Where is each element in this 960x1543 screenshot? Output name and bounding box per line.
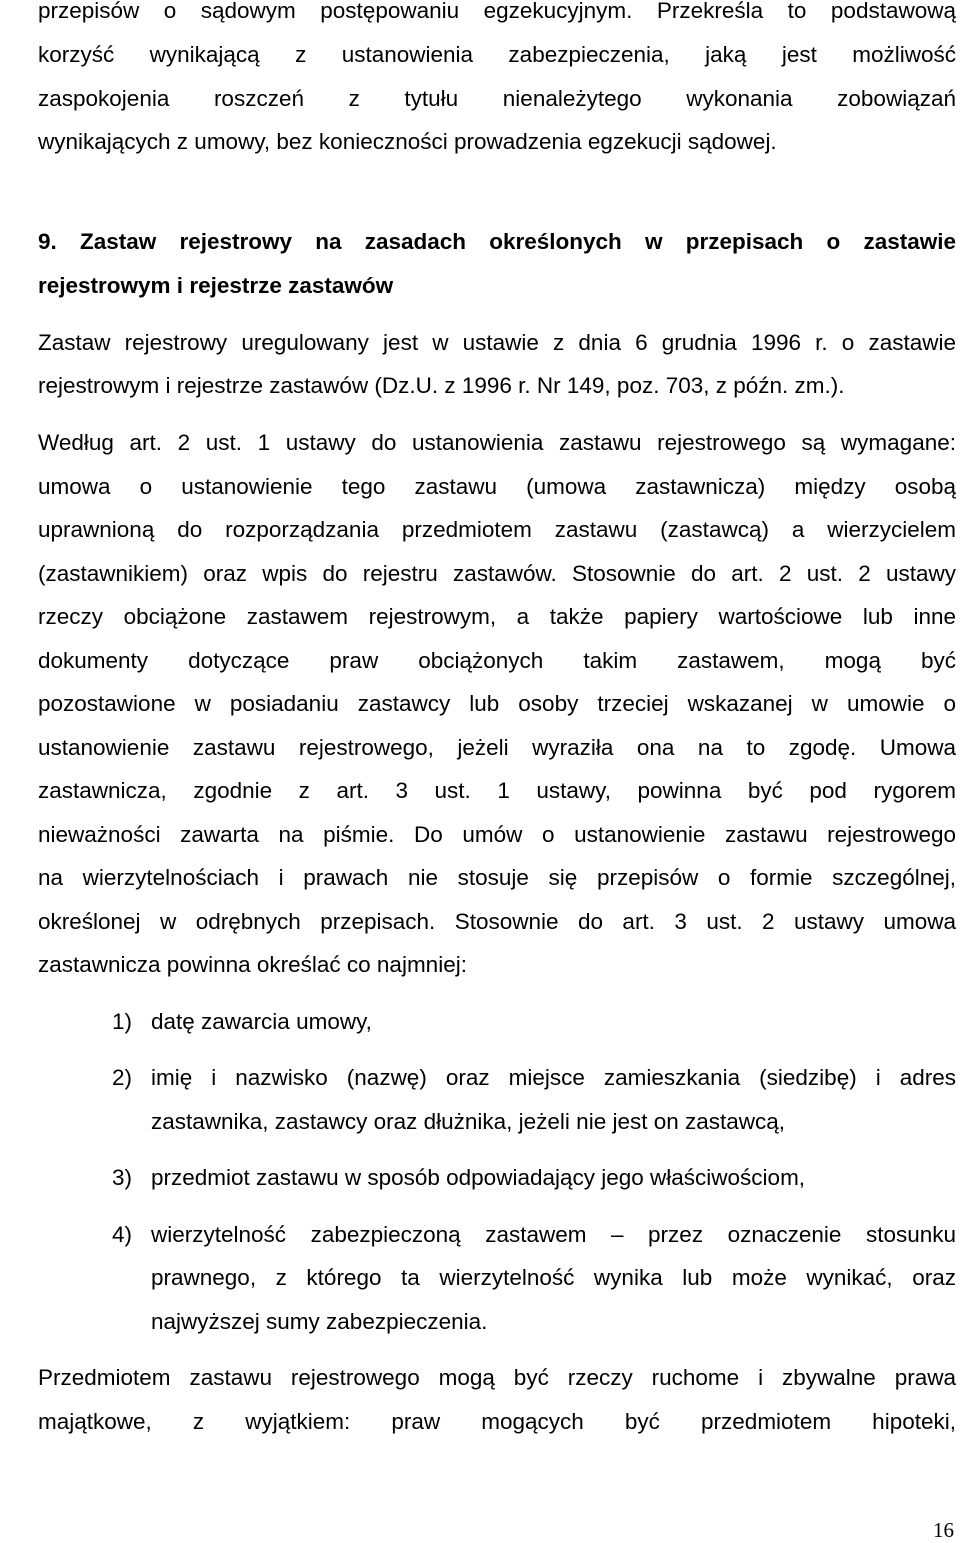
paragraph-line: określonej w odrębnych przepisach. Stosownie do art. 3 ust. 2 ustawy umowa — [38, 909, 956, 934]
paragraph-line: Przedmiotem zastawu rejestrowego mogą być rzeczy ruchome i zbywalne prawa — [38, 1365, 956, 1390]
paragraph-line: zastawnicza powinna określać co najmniej: — [38, 952, 467, 977]
list-number: 3) — [112, 1165, 133, 1190]
list-text: zastawnika, zastawcy oraz dłużnika, jeżeli nie jest on zastawcą, — [151, 1109, 786, 1134]
list-text: wierzytelność zabezpieczoną zastawem – przez oznaczenie stosunku — [151, 1222, 956, 1247]
list-text: imię i nazwisko (nazwę) oraz miejsce zamieszkania (siedzibę) i adres — [151, 1065, 956, 1090]
paragraph-line: umowa o ustanowienie tego zastawu (umowa zastawnicza) między osobą — [38, 474, 956, 499]
list-text: datę zawarcia umowy, — [151, 1009, 372, 1034]
section-heading-line: 9. Zastaw rejestrowy na zasadach określonych w przepisach o zastawie — [38, 229, 956, 254]
paragraph-line: na wierzytelnościach i prawach nie stosuje się przepisów o formie szczególnej, — [38, 865, 956, 890]
paragraph-line: rejestrowym i rejestrze zastawów (Dz.U. z 1996 r. Nr 149, poz. 703, z późn. zm.). — [38, 373, 845, 398]
paragraph-line: nieważności zawarta na piśmie. Do umów o ustanowienie zastawu rejestrowego — [38, 822, 956, 847]
paragraph-line: (zastawnikiem) oraz wpis do rejestru zastawów. Stosownie do art. 2 ust. 2 ustawy — [38, 561, 956, 586]
list-text: najwyższej sumy zabezpieczenia. — [151, 1309, 488, 1334]
list-text: prawnego, z którego ta wierzytelność wynika lub może wynikać, oraz — [151, 1265, 956, 1290]
list-number: 1) — [112, 1009, 133, 1034]
list-text: przedmiot zastawu w sposób odpowiadający jego właściwościom, — [151, 1165, 806, 1190]
intro-line: wynikających z umowy, bez konieczności prowadzenia egzekucji sądowej. — [38, 129, 777, 154]
intro-line: zaspokojenia roszczeń z tytułu nienależytego wykonania zobowiązań — [38, 86, 956, 111]
paragraph-line: Zastaw rejestrowy uregulowany jest w ustawie z dnia 6 grudnia 1996 r. o zastawie — [38, 330, 956, 355]
list-number: 4) — [112, 1222, 133, 1247]
paragraph-line: rzeczy obciążone zastawem rejestrowym, a także papiery wartościowe lub inne — [38, 604, 956, 629]
paragraph-line: dokumenty dotyczące praw obciążonych takim zastawem, mogą być — [38, 648, 956, 673]
intro-line: korzyść wynikającą z ustanowienia zabezpieczenia, jaką jest możliwość — [38, 42, 956, 67]
section-heading-line: rejestrowym i rejestrze zastawów — [38, 273, 394, 298]
page-number: 16 — [933, 1518, 954, 1542]
list-number: 2) — [112, 1065, 133, 1090]
paragraph-line: majątkowe, z wyjątkiem: praw mogących być przedmiotem hipoteki, — [38, 1409, 956, 1434]
paragraph-line: pozostawione w posiadaniu zastawcy lub osoby trzeciej wskazanej w umowie o — [38, 691, 956, 716]
paragraph-line: Według art. 2 ust. 1 ustawy do ustanowienia zastawu rejestrowego są wymagane: — [38, 430, 956, 455]
intro-line: przepisów o sądowym postępowaniu egzekucyjnym. Przekreśla to podstawową — [38, 0, 956, 23]
paragraph-line: ustanowienie zastawu rejestrowego, jeżeli wyraziła ona na to zgodę. Umowa — [38, 735, 956, 760]
paragraph-line: uprawnioną do rozporządzania przedmiotem zastawu (zastawcą) a wierzycielem — [38, 517, 956, 542]
paragraph-line: zastawnicza, zgodnie z art. 3 ust. 1 ustawy, powinna być pod rygorem — [38, 778, 956, 803]
